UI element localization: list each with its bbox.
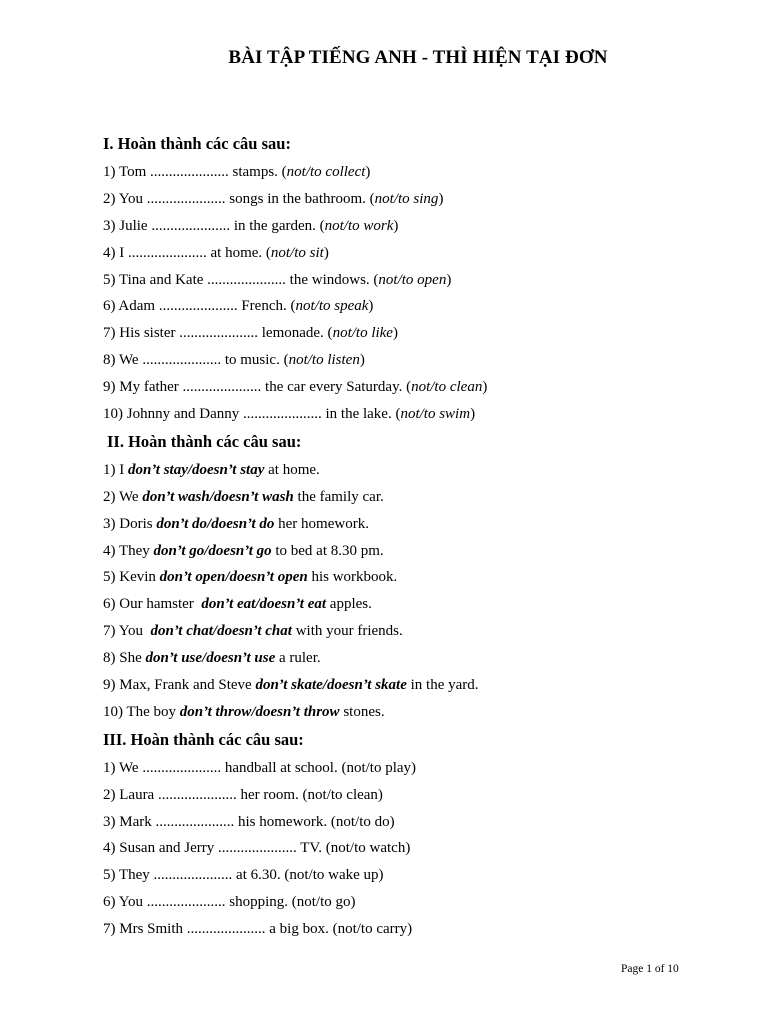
exercise-item: 10) Johnny and Danny ..................... in the lake. (not/to swim) <box>103 406 476 423</box>
exercise-item: 7) Mrs Smith ..................... a big box. (not/to carry) <box>103 921 413 938</box>
exercise-item: 4) They don’t go/doesn’t go to bed at 8.30 pm. <box>103 542 384 559</box>
page-number: Page 1 of 10 <box>621 963 679 975</box>
exercise-item: 4) I ..................... at home. (not/to sit) <box>103 244 329 261</box>
exercise-item: 5) Tina and Kate ..................... the windows. (not/to open) <box>103 271 452 288</box>
exercise-item: 6) Adam ..................... French. (not/to speak) <box>103 298 374 315</box>
exercise-item: 8) We ..................... to music. (not/to listen) <box>103 352 365 369</box>
exercise-item: 6) You ..................... shopping. (not/to go) <box>103 894 356 911</box>
exercise-item: 1) Tom ..................... stamps. (not/to collect) <box>103 164 371 180</box>
exercise-section-3 <box>103 728 723 943</box>
exercise-item: 2) You ..................... songs in the bathroom. (not/to sing) <box>103 190 444 207</box>
exercise-item: 5) Kevin don’t open/doesn’t open his workbook. <box>103 569 398 586</box>
exercise-item: 8) She don’t use/doesn’t use a ruler. <box>103 650 321 667</box>
exercise-item: 7) You don’t chat/doesn’t chat with your friends. <box>103 623 403 640</box>
exercise-item: 2) Laura ..................... her room. (not/to clean) <box>103 786 383 803</box>
section-2-heading: II. Hoàn thành các câu sau: <box>107 431 302 451</box>
exercise-section-2 <box>103 430 723 726</box>
exercise-item: 3) Julie ..................... in the garden. (not/to work) <box>103 217 399 234</box>
exercise-item: 6) Our hamster don’t eat/doesn’t eat apples. <box>103 596 372 613</box>
section-1-heading: I. Hoàn thành các câu sau: <box>103 134 291 153</box>
exercise-item: 7) His sister ..................... lemonade. (not/to like) <box>103 325 398 342</box>
exercise-item: 3) Doris don’t do/doesn’t do her homework. <box>103 515 369 532</box>
exercise-item: 5) They ..................... at 6.30. (not/to wake up) <box>103 867 384 884</box>
section-3-heading: III. Hoàn thành các câu sau: <box>103 729 304 749</box>
exercise-item: 1) We ..................... handball at school. (not/to play) <box>103 759 417 776</box>
exercise-item: 10) The boy don’t throw/doesn’t throw stones. <box>103 703 385 720</box>
page-title: BÀI TẬP TIẾNG ANH - THÌ HIỆN TẠI ĐƠN <box>228 47 608 68</box>
exercise-item: 2) We don’t wash/doesn’t wash the family car. <box>103 488 384 505</box>
exercise-item: 1) I don’t stay/doesn’t stay at home. <box>103 461 320 478</box>
exercise-section-1 <box>103 132 723 428</box>
exercise-content <box>103 132 723 943</box>
exercise-item: 9) My father ..................... the car every Saturday. (not/to clean) <box>103 379 488 396</box>
exercise-item: 9) Max, Frank and Steve don’t skate/doesn’t skate in the yard. <box>103 677 479 694</box>
exercise-item: 4) Susan and Jerry ..................... TV. (not/to watch) <box>103 840 411 857</box>
exercise-item: 3) Mark ..................... his homework. (not/to do) <box>103 813 395 830</box>
